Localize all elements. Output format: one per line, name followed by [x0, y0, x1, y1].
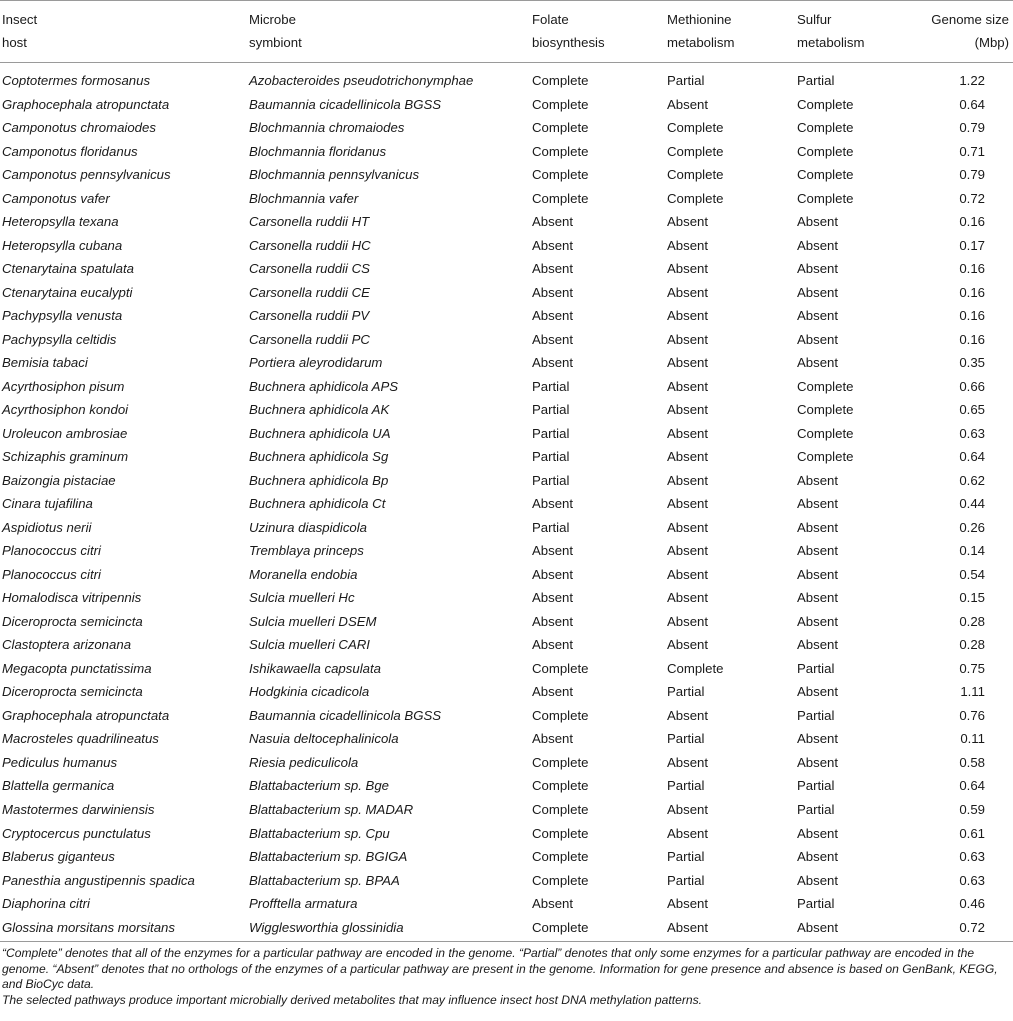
- table-row: [0, 445, 1013, 469]
- cell-sulfur-metabolism: Complete: [797, 167, 854, 183]
- cell-folate-biosynthesis: Absent: [532, 214, 574, 230]
- cell-insect-host: Pediculus humanus: [2, 754, 118, 770]
- cell-methionine-metabolism: Absent: [667, 566, 709, 582]
- cell-folate-biosynthesis: Absent: [532, 613, 574, 629]
- cell-genome-size: 0.76: [959, 707, 985, 723]
- cell-microbe-symbiont: Hodgkinia cicadicola: [249, 684, 370, 700]
- cell-sulfur-metabolism: Complete: [797, 190, 854, 206]
- table-row: [0, 845, 1013, 869]
- cell-sulfur-metabolism: Absent: [797, 849, 839, 865]
- cell-insect-host: Heteropsylla texana: [2, 214, 119, 230]
- cell-folate-biosynthesis: Complete: [532, 778, 589, 794]
- cell-methionine-metabolism: Complete: [667, 167, 724, 183]
- cell-insect-host: Camponotus vafer: [2, 190, 110, 206]
- cell-methionine-metabolism: Partial: [667, 73, 705, 88]
- cell-genome-size: 0.64: [959, 96, 985, 112]
- cell-microbe-symbiont: Carsonella ruddii CE: [249, 284, 370, 300]
- cell-folate-biosynthesis: Absent: [532, 331, 574, 347]
- cell-sulfur-metabolism: Absent: [797, 331, 839, 347]
- cell-insect-host: Uroleucon ambrosiae: [2, 425, 128, 441]
- cell-microbe-symbiont: Blochmannia chromaiodes: [249, 120, 405, 136]
- table-row: [0, 586, 1013, 610]
- cell-insect-host: Camponotus pennsylvanicus: [2, 167, 171, 183]
- cell-microbe-symbiont: Buchnera aphidicola Bp: [249, 472, 389, 488]
- cell-sulfur-metabolism: Absent: [797, 872, 839, 888]
- cell-insect-host: Graphocephala atropunctata: [2, 707, 170, 723]
- table-row: [0, 680, 1013, 704]
- cell-methionine-metabolism: Absent: [667, 308, 709, 324]
- cell-insect-host: Camponotus chromaiodes: [2, 120, 156, 136]
- cell-sulfur-metabolism: Partial: [797, 73, 835, 88]
- cell-methionine-metabolism: Absent: [667, 472, 709, 488]
- cell-methionine-metabolism: Partial: [667, 849, 705, 865]
- cell-folate-biosynthesis: Complete: [532, 96, 589, 112]
- cell-insect-host: Blattella germanica: [2, 778, 115, 794]
- cell-microbe-symbiont: Nasuia deltocephalinicola: [249, 731, 399, 747]
- cell-genome-size: 0.65: [959, 402, 985, 418]
- cell-folate-biosynthesis: Absent: [532, 637, 574, 653]
- table-row: [0, 281, 1013, 305]
- cell-sulfur-metabolism: Partial: [797, 896, 835, 912]
- cell-methionine-metabolism: Absent: [667, 919, 709, 935]
- cell-microbe-symbiont: Riesia pediculicola: [249, 754, 359, 770]
- table-row: [0, 916, 1013, 940]
- cell-insect-host: Cinara tujafilina: [2, 496, 93, 512]
- table-row: [0, 422, 1013, 446]
- cell-genome-size: 0.17: [959, 237, 985, 253]
- table-row: [0, 351, 1013, 375]
- table-row: [0, 563, 1013, 587]
- table-footnote: [2, 946, 1008, 1008]
- cell-genome-size: 0.54: [959, 566, 985, 582]
- cell-insect-host: Blaberus giganteus: [2, 849, 115, 865]
- cell-insect-host: Planococcus citri: [2, 543, 101, 559]
- cell-sulfur-metabolism: Absent: [797, 637, 839, 653]
- cell-microbe-symbiont: Blattabacterium sp. BGIGA: [249, 849, 408, 865]
- cell-insect-host: Bemisia tabaci: [2, 355, 88, 371]
- cell-folate-biosynthesis: Complete: [532, 143, 589, 159]
- cell-folate-biosynthesis: Partial: [532, 425, 570, 441]
- cell-microbe-symbiont: Carsonella ruddii HT: [249, 214, 370, 230]
- cell-insect-host: Ctenarytaina spatulata: [2, 261, 134, 277]
- cell-microbe-symbiont: Blattabacterium sp. MADAR: [249, 801, 414, 817]
- cell-folate-biosynthesis: Absent: [532, 355, 574, 371]
- cell-genome-size: 0.72: [959, 919, 985, 935]
- table-row: [0, 140, 1013, 164]
- cell-insect-host: Glossina morsitans morsitans: [2, 919, 175, 935]
- cell-methionine-metabolism: Absent: [667, 284, 709, 300]
- cell-insect-host: Graphocephala atropunctata: [2, 96, 170, 112]
- cell-methionine-metabolism: Partial: [667, 684, 705, 700]
- cell-insect-host: Diaphorina citri: [2, 896, 90, 912]
- cell-genome-size: 0.35: [959, 355, 985, 371]
- cell-sulfur-metabolism: Absent: [797, 214, 839, 230]
- cell-methionine-metabolism: Absent: [667, 825, 709, 841]
- cell-methionine-metabolism: Partial: [667, 872, 705, 888]
- cell-genome-size: 0.79: [959, 167, 985, 183]
- table-bottom-rule: [0, 941, 1013, 942]
- table-row: [0, 727, 1013, 751]
- cell-genome-size: 0.75: [959, 660, 985, 676]
- table-row: [0, 93, 1013, 117]
- cell-folate-biosynthesis: Complete: [532, 825, 589, 841]
- cell-methionine-metabolism: Complete: [667, 143, 724, 159]
- cell-sulfur-metabolism: Absent: [797, 731, 839, 747]
- cell-folate-biosynthesis: Complete: [532, 707, 589, 723]
- cell-folate-biosynthesis: Partial: [532, 402, 570, 418]
- cell-microbe-symbiont: Carsonella ruddii PC: [249, 331, 370, 347]
- cell-sulfur-metabolism: Partial: [797, 801, 835, 817]
- table-row: [0, 822, 1013, 846]
- cell-microbe-symbiont: Moranella endobia: [249, 566, 358, 582]
- cell-insect-host: Diceroprocta semicincta: [2, 613, 143, 629]
- cell-folate-biosynthesis: Absent: [532, 566, 574, 582]
- cell-genome-size: 0.11: [960, 731, 985, 747]
- cell-folate-biosynthesis: Absent: [532, 496, 574, 512]
- table-row: [0, 328, 1013, 352]
- cell-genome-size: 0.64: [959, 778, 985, 794]
- cell-microbe-symbiont: Baumannia cicadellinicola BGSS: [249, 96, 442, 112]
- cell-microbe-symbiont: Uzinura diaspidicola: [249, 519, 368, 535]
- cell-insect-host: Pachypsylla venusta: [2, 308, 123, 324]
- cell-folate-biosynthesis: Complete: [532, 73, 589, 88]
- table-row: [0, 892, 1013, 916]
- cell-microbe-symbiont: Wigglesworthia glossinidia: [249, 919, 404, 935]
- cell-methionine-metabolism: Absent: [667, 896, 709, 912]
- table-header-rule: [0, 62, 1013, 63]
- cell-sulfur-metabolism: Complete: [797, 425, 854, 441]
- cell-microbe-symbiont: Baumannia cicadellinicola BGSS: [249, 707, 442, 723]
- cell-folate-biosynthesis: Absent: [532, 237, 574, 253]
- cell-folate-biosynthesis: Complete: [532, 849, 589, 865]
- cell-methionine-metabolism: Absent: [667, 402, 709, 418]
- cell-methionine-metabolism: Partial: [667, 731, 705, 747]
- header-genome-size: Genome size (Mbp): [931, 12, 1009, 50]
- cell-genome-size: 1.11: [960, 684, 985, 700]
- cell-methionine-metabolism: Absent: [667, 261, 709, 277]
- cell-methionine-metabolism: Absent: [667, 637, 709, 653]
- cell-folate-biosynthesis: Absent: [532, 684, 574, 700]
- cell-microbe-symbiont: Blochmannia vafer: [249, 190, 359, 206]
- cell-sulfur-metabolism: Absent: [797, 684, 839, 700]
- cell-folate-biosynthesis: Partial: [532, 378, 570, 394]
- cell-methionine-metabolism: Absent: [667, 425, 709, 441]
- cell-genome-size: 0.59: [959, 801, 985, 817]
- cell-insect-host: Macrosteles quadrilineatus: [2, 731, 159, 747]
- table-row: [0, 234, 1013, 258]
- cell-genome-size: 0.16: [959, 284, 985, 300]
- cell-methionine-metabolism: Complete: [667, 190, 724, 206]
- cell-microbe-symbiont: Sulcia muelleri DSEM: [249, 613, 377, 629]
- cell-genome-size: 0.14: [959, 543, 985, 559]
- cell-sulfur-metabolism: Complete: [797, 143, 854, 159]
- cell-methionine-metabolism: Complete: [667, 660, 724, 676]
- header-sulfur-metabolism: Sulfur metabolism: [797, 12, 865, 50]
- cell-microbe-symbiont: Sulcia muelleri Hc: [249, 590, 355, 606]
- cell-microbe-symbiont: Buchnera aphidicola APS: [249, 378, 399, 394]
- cell-methionine-metabolism: Absent: [667, 237, 709, 253]
- cell-microbe-symbiont: Blattabacterium sp. BPAA: [249, 872, 400, 888]
- table-row: [0, 751, 1013, 775]
- header-microbe-symbiont: Microbe symbiont: [249, 12, 302, 50]
- cell-sulfur-metabolism: Absent: [797, 472, 839, 488]
- cell-folate-biosynthesis: Partial: [532, 472, 570, 488]
- table-row: [0, 304, 1013, 328]
- cell-insect-host: Pachypsylla celtidis: [2, 331, 117, 347]
- table-row: [0, 869, 1013, 893]
- cell-sulfur-metabolism: Absent: [797, 237, 839, 253]
- cell-insect-host: Panesthia angustipennis spadica: [2, 872, 195, 888]
- header-folate-biosynthesis: Folate biosynthesis: [532, 12, 605, 50]
- cell-microbe-symbiont: Blattabacterium sp. Bge: [249, 778, 390, 794]
- cell-microbe-symbiont: Sulcia muelleri CARI: [249, 637, 370, 653]
- table-row: [0, 163, 1013, 187]
- cell-genome-size: 0.28: [959, 637, 985, 653]
- cell-sulfur-metabolism: Complete: [797, 402, 854, 418]
- cell-genome-size: 0.58: [959, 754, 985, 770]
- cell-microbe-symbiont: Ishikawaella capsulata: [249, 660, 381, 676]
- cell-genome-size: 0.79: [959, 120, 985, 136]
- cell-methionine-metabolism: Absent: [667, 590, 709, 606]
- cell-insect-host: Cryptocercus punctulatus: [2, 825, 151, 841]
- cell-insect-host: Diceroprocta semicincta: [2, 684, 143, 700]
- cell-sulfur-metabolism: Absent: [797, 613, 839, 629]
- cell-insect-host: Ctenarytaina eucalypti: [2, 284, 133, 300]
- cell-sulfur-metabolism: Complete: [797, 96, 854, 112]
- cell-insect-host: Clastoptera arizonana: [2, 637, 132, 653]
- table-row: [0, 210, 1013, 234]
- table-row: [0, 257, 1013, 281]
- cell-sulfur-metabolism: Partial: [797, 660, 835, 676]
- table-header-row: [0, 8, 1013, 54]
- cell-sulfur-metabolism: Absent: [797, 754, 839, 770]
- cell-microbe-symbiont: Blattabacterium sp. Cpu: [249, 825, 390, 841]
- cell-folate-biosynthesis: Absent: [532, 308, 574, 324]
- cell-genome-size: 0.15: [959, 590, 985, 606]
- cell-folate-biosynthesis: Absent: [532, 543, 574, 559]
- cell-microbe-symbiont: Carsonella ruddii PV: [249, 308, 370, 324]
- cell-sulfur-metabolism: Complete: [797, 378, 854, 394]
- cell-sulfur-metabolism: Absent: [797, 496, 839, 512]
- cell-insect-host: Acyrthosiphon kondoi: [2, 402, 129, 418]
- table-row: [0, 798, 1013, 822]
- cell-folate-biosynthesis: Absent: [532, 261, 574, 277]
- cell-insect-host: Heteropsylla cubana: [2, 237, 123, 253]
- cell-genome-size: 0.16: [959, 308, 985, 324]
- cell-insect-host: Megacopta punctatissima: [2, 660, 152, 676]
- table-row: [0, 539, 1013, 563]
- cell-sulfur-metabolism: Absent: [797, 261, 839, 277]
- cell-microbe-symbiont: Portiera aleyrodidarum: [249, 355, 383, 371]
- table-row: [0, 469, 1013, 493]
- table-top-rule: [0, 0, 1013, 1]
- cell-sulfur-metabolism: Partial: [797, 778, 835, 794]
- cell-methionine-metabolism: Absent: [667, 543, 709, 559]
- cell-genome-size: 0.26: [959, 519, 985, 535]
- cell-folate-biosynthesis: Absent: [532, 590, 574, 606]
- cell-insect-host: Aspidiotus nerii: [2, 519, 92, 535]
- table-row: [0, 187, 1013, 211]
- cell-folate-biosynthesis: Partial: [532, 519, 570, 535]
- cell-methionine-metabolism: Absent: [667, 801, 709, 817]
- cell-genome-size: 0.66: [959, 378, 985, 394]
- cell-microbe-symbiont: Profftella armatura: [249, 896, 358, 912]
- cell-methionine-metabolism: Complete: [667, 120, 724, 136]
- cell-sulfur-metabolism: Complete: [797, 120, 854, 136]
- cell-methionine-metabolism: Absent: [667, 754, 709, 770]
- table-row: [0, 704, 1013, 728]
- cell-microbe-symbiont: Blochmannia pennsylvanicus: [249, 167, 420, 183]
- cell-genome-size: 0.63: [959, 872, 985, 888]
- cell-genome-size: 0.61: [959, 825, 985, 841]
- table-row: [0, 516, 1013, 540]
- cell-sulfur-metabolism: Absent: [797, 355, 839, 371]
- cell-sulfur-metabolism: Absent: [797, 519, 839, 535]
- cell-folate-biosynthesis: Absent: [532, 731, 574, 747]
- cell-genome-size: 1.22: [959, 73, 985, 88]
- table-row: [0, 657, 1013, 681]
- cell-methionine-metabolism: Absent: [667, 96, 709, 112]
- cell-genome-size: 0.16: [959, 214, 985, 230]
- table-row: [0, 398, 1013, 422]
- cell-insect-host: Acyrthosiphon pisum: [2, 378, 125, 394]
- cell-genome-size: 0.46: [959, 896, 985, 912]
- cell-folate-biosynthesis: Complete: [532, 190, 589, 206]
- cell-folate-biosynthesis: Complete: [532, 120, 589, 136]
- table-row: [0, 774, 1013, 798]
- cell-insect-host: Camponotus floridanus: [2, 143, 138, 159]
- cell-methionine-metabolism: Absent: [667, 519, 709, 535]
- cell-genome-size: 0.62: [959, 472, 985, 488]
- cell-methionine-metabolism: Absent: [667, 496, 709, 512]
- cell-genome-size: 0.16: [959, 261, 985, 277]
- cell-microbe-symbiont: Tremblaya princeps: [249, 543, 364, 559]
- cell-sulfur-metabolism: Absent: [797, 590, 839, 606]
- cell-methionine-metabolism: Absent: [667, 214, 709, 230]
- cell-insect-host: Baizongia pistaciae: [2, 472, 116, 488]
- cell-methionine-metabolism: Absent: [667, 707, 709, 723]
- cell-microbe-symbiont: Buchnera aphidicola AK: [249, 402, 390, 418]
- cell-insect-host: Coptotermes formosanus: [2, 73, 151, 88]
- cell-microbe-symbiont: Buchnera aphidicola Ct: [249, 496, 386, 512]
- cell-insect-host: Schizaphis graminum: [2, 449, 129, 465]
- table-row: [0, 375, 1013, 399]
- header-insect-host: Insect host: [2, 12, 38, 50]
- table-row: [0, 116, 1013, 140]
- cell-microbe-symbiont: Carsonella ruddii CS: [249, 261, 370, 277]
- cell-microbe-symbiont: Azobacteroides pseudotrichonymphae: [249, 73, 474, 88]
- cell-folate-biosynthesis: Complete: [532, 754, 589, 770]
- table-row: [0, 610, 1013, 634]
- cell-methionine-metabolism: Absent: [667, 355, 709, 371]
- cell-sulfur-metabolism: Absent: [797, 284, 839, 300]
- footnote-pathways: The selected pathways produce important microbially derived metabolites that may influence insect host DNA methylation patterns.: [2, 992, 702, 1007]
- cell-methionine-metabolism: Absent: [667, 613, 709, 629]
- cell-genome-size: 0.71: [959, 143, 985, 159]
- cell-sulfur-metabolism: Absent: [797, 919, 839, 935]
- cell-methionine-metabolism: Partial: [667, 778, 705, 794]
- cell-genome-size: 0.63: [959, 425, 985, 441]
- cell-sulfur-metabolism: Absent: [797, 543, 839, 559]
- cell-microbe-symbiont: Carsonella ruddii HC: [249, 237, 371, 253]
- cell-microbe-symbiont: Blochmannia floridanus: [249, 143, 387, 159]
- cell-methionine-metabolism: Absent: [667, 449, 709, 465]
- cell-methionine-metabolism: Absent: [667, 378, 709, 394]
- cell-folate-biosynthesis: Partial: [532, 449, 570, 465]
- cell-folate-biosynthesis: Complete: [532, 919, 589, 935]
- cell-microbe-symbiont: Buchnera aphidicola Sg: [249, 449, 389, 465]
- cell-genome-size: 0.28: [959, 613, 985, 629]
- footnote-definitions: “Complete” denotes that all of the enzymes for a particular pathway are encoded in the genome. “Partial” denotes that only some enzymes for a particular pathway are encoded in the genome. “Absent” denotes that no orthologs of the enzymes of a particular pathway are present in the genome. Information for gene presence and absence is based on GenBank, KEGG, and BioCyc data.: [2, 946, 998, 991]
- cell-genome-size: 0.72: [959, 190, 985, 206]
- cell-genome-size: 0.16: [959, 331, 985, 347]
- cell-sulfur-metabolism: Complete: [797, 449, 854, 465]
- cell-insect-host: Planococcus citri: [2, 566, 101, 582]
- cell-folate-biosynthesis: Complete: [532, 660, 589, 676]
- table-body: [0, 69, 1013, 939]
- cell-folate-biosynthesis: Complete: [532, 167, 589, 183]
- cell-folate-biosynthesis: Absent: [532, 896, 574, 912]
- cell-sulfur-metabolism: Absent: [797, 566, 839, 582]
- cell-folate-biosynthesis: Complete: [532, 872, 589, 888]
- cell-sulfur-metabolism: Partial: [797, 707, 835, 723]
- cell-microbe-symbiont: Buchnera aphidicola UA: [249, 425, 391, 441]
- cell-genome-size: 0.64: [959, 449, 985, 465]
- cell-folate-biosynthesis: Complete: [532, 801, 589, 817]
- cell-sulfur-metabolism: Absent: [797, 825, 839, 841]
- table-row: [0, 69, 1013, 93]
- cell-folate-biosynthesis: Absent: [532, 284, 574, 300]
- table-row: [0, 633, 1013, 657]
- cell-sulfur-metabolism: Absent: [797, 308, 839, 324]
- cell-genome-size: 0.63: [959, 849, 985, 865]
- cell-insect-host: Mastotermes darwiniensis: [2, 801, 155, 817]
- cell-insect-host: Homalodisca vitripennis: [2, 590, 142, 606]
- header-methionine-metabolism: Methionine metabolism: [667, 12, 735, 50]
- table-row: [0, 492, 1013, 516]
- cell-methionine-metabolism: Absent: [667, 331, 709, 347]
- cell-genome-size: 0.44: [959, 496, 985, 512]
